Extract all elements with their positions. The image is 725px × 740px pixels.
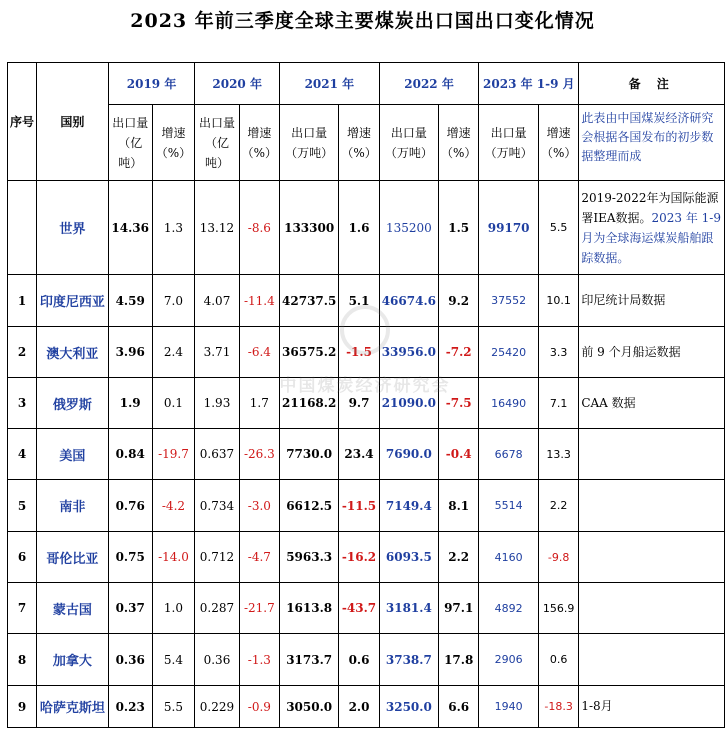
table-row bbox=[8, 275, 725, 327]
country-name: 南非 bbox=[37, 480, 109, 532]
header-row-units bbox=[8, 105, 725, 181]
export-volume-cell: 0.637 bbox=[195, 429, 239, 480]
table-row bbox=[8, 634, 725, 686]
growth-rate-cell: -26.3 bbox=[239, 429, 279, 480]
row-seq: 4 bbox=[8, 429, 37, 480]
volume-unit-header: 出口量（亿吨） bbox=[108, 105, 152, 181]
export-volume-cell: 0.287 bbox=[195, 583, 239, 634]
export-volume-cell: 6093.5 bbox=[379, 532, 438, 583]
growth-rate-cell: -7.5 bbox=[438, 378, 478, 429]
export-volume-cell: 6678 bbox=[479, 429, 539, 480]
growth-rate-cell: 5.5 bbox=[152, 686, 195, 728]
growth-unit-header: 增速（%） bbox=[239, 105, 279, 181]
table-row bbox=[8, 181, 725, 275]
growth-rate-cell: -43.7 bbox=[339, 583, 379, 634]
growth-rate-cell: -0.4 bbox=[438, 429, 478, 480]
growth-rate-cell: 7.0 bbox=[152, 275, 195, 327]
export-volume-cell: 4892 bbox=[479, 583, 539, 634]
table-row bbox=[8, 686, 725, 728]
row-seq bbox=[8, 181, 37, 275]
growth-rate-cell: 0.1 bbox=[152, 378, 195, 429]
growth-rate-cell: 0.6 bbox=[339, 634, 379, 686]
country-name: 蒙古国 bbox=[37, 583, 109, 634]
row-seq: 5 bbox=[8, 480, 37, 532]
growth-rate-cell: 2.2 bbox=[538, 480, 578, 532]
growth-rate-cell: 1.0 bbox=[152, 583, 195, 634]
growth-unit-header: 增速（%） bbox=[339, 105, 379, 181]
growth-rate-cell: 2.4 bbox=[152, 327, 195, 378]
volume-unit-header: 出口量（万吨） bbox=[379, 105, 438, 181]
growth-rate-cell: -11.5 bbox=[339, 480, 379, 532]
growth-rate-cell: 5.4 bbox=[152, 634, 195, 686]
export-volume-cell: 3.71 bbox=[195, 327, 239, 378]
table-row bbox=[8, 532, 725, 583]
row-seq: 3 bbox=[8, 378, 37, 429]
growth-rate-cell: -4.7 bbox=[239, 532, 279, 583]
remark-cell bbox=[579, 634, 725, 686]
year-header: 2020 年 bbox=[195, 63, 280, 105]
export-volume-cell: 14.36 bbox=[108, 181, 152, 275]
growth-rate-cell: -1.5 bbox=[339, 327, 379, 378]
volume-unit-header: 出口量（亿吨） bbox=[195, 105, 239, 181]
remark-cell: 前 9 个月船运数据 bbox=[579, 327, 725, 378]
export-volume-cell: 4160 bbox=[479, 532, 539, 583]
row-seq: 6 bbox=[8, 532, 37, 583]
export-volume-cell: 0.75 bbox=[108, 532, 152, 583]
growth-rate-cell: -4.2 bbox=[152, 480, 195, 532]
export-volume-cell: 0.23 bbox=[108, 686, 152, 728]
country-name: 印度尼西亚 bbox=[37, 275, 109, 327]
export-volume-cell: 99170 bbox=[479, 181, 539, 275]
growth-rate-cell: 1.5 bbox=[438, 181, 478, 275]
remark-cell bbox=[579, 181, 725, 275]
volume-unit-header: 出口量（万吨） bbox=[280, 105, 339, 181]
growth-rate-cell: 10.1 bbox=[538, 275, 578, 327]
export-volume-cell: 7149.4 bbox=[379, 480, 438, 532]
export-volume-cell: 37552 bbox=[479, 275, 539, 327]
year-header: 2022 年 bbox=[379, 63, 479, 105]
row-seq: 9 bbox=[8, 686, 37, 728]
growth-rate-cell: -0.9 bbox=[239, 686, 279, 728]
remarks-header: 备 注 bbox=[579, 63, 725, 105]
export-volume-cell: 33956.0 bbox=[379, 327, 438, 378]
remark-cell bbox=[579, 532, 725, 583]
export-volume-cell: 0.36 bbox=[195, 634, 239, 686]
growth-rate-cell: -14.0 bbox=[152, 532, 195, 583]
export-volume-cell: 0.734 bbox=[195, 480, 239, 532]
export-volume-cell: 1613.8 bbox=[280, 583, 339, 634]
growth-rate-cell: 7.1 bbox=[538, 378, 578, 429]
growth-rate-cell: 2.0 bbox=[339, 686, 379, 728]
growth-rate-cell: -21.7 bbox=[239, 583, 279, 634]
export-volume-cell: 3738.7 bbox=[379, 634, 438, 686]
export-volume-cell: 0.712 bbox=[195, 532, 239, 583]
export-volume-cell: 4.07 bbox=[195, 275, 239, 327]
volume-unit-header: 出口量（万吨） bbox=[479, 105, 539, 181]
export-volume-cell: 0.37 bbox=[108, 583, 152, 634]
table-row bbox=[8, 378, 725, 429]
table-row bbox=[8, 429, 725, 480]
export-volume-cell: 36575.2 bbox=[280, 327, 339, 378]
growth-rate-cell: 9.2 bbox=[438, 275, 478, 327]
header-row-years bbox=[8, 63, 725, 105]
export-volume-cell: 6612.5 bbox=[280, 480, 339, 532]
growth-rate-cell: 17.8 bbox=[438, 634, 478, 686]
export-volume-cell: 0.36 bbox=[108, 634, 152, 686]
export-volume-cell: 3250.0 bbox=[379, 686, 438, 728]
export-volume-cell: 2906 bbox=[479, 634, 539, 686]
country-name: 哈萨克斯坦 bbox=[37, 686, 109, 728]
row-seq: 7 bbox=[8, 583, 37, 634]
export-volume-cell: 135200 bbox=[379, 181, 438, 275]
growth-unit-header: 增速（%） bbox=[152, 105, 195, 181]
remark-text: 2023 年 1-9 月为全球海运煤炭船舶跟踪数据。 bbox=[581, 210, 721, 265]
export-volume-cell: 0.84 bbox=[108, 429, 152, 480]
growth-rate-cell: 97.1 bbox=[438, 583, 478, 634]
growth-unit-header: 增速（%） bbox=[538, 105, 578, 181]
export-volume-cell: 1.9 bbox=[108, 378, 152, 429]
growth-rate-cell: -16.2 bbox=[339, 532, 379, 583]
growth-rate-cell: 2.2 bbox=[438, 532, 478, 583]
export-volume-cell: 5514 bbox=[479, 480, 539, 532]
export-volume-cell: 3173.7 bbox=[280, 634, 339, 686]
growth-rate-cell: 0.6 bbox=[538, 634, 578, 686]
growth-rate-cell: -11.4 bbox=[239, 275, 279, 327]
export-volume-cell: 5963.3 bbox=[280, 532, 339, 583]
year-header: 2021 年 bbox=[280, 63, 380, 105]
row-seq: 2 bbox=[8, 327, 37, 378]
growth-rate-cell: 13.3 bbox=[538, 429, 578, 480]
country-name: 加拿大 bbox=[37, 634, 109, 686]
export-volume-cell: 0.76 bbox=[108, 480, 152, 532]
growth-rate-cell: 3.3 bbox=[538, 327, 578, 378]
growth-rate-cell: -8.6 bbox=[239, 181, 279, 275]
remark-cell bbox=[579, 429, 725, 480]
export-volume-cell: 4.59 bbox=[108, 275, 152, 327]
growth-rate-cell: -6.4 bbox=[239, 327, 279, 378]
export-volume-cell: 133300 bbox=[280, 181, 339, 275]
growth-rate-cell: -19.7 bbox=[152, 429, 195, 480]
growth-rate-cell: 8.1 bbox=[438, 480, 478, 532]
export-volume-cell: 25420 bbox=[479, 327, 539, 378]
growth-rate-cell: 1.6 bbox=[339, 181, 379, 275]
export-volume-cell: 3050.0 bbox=[280, 686, 339, 728]
watermark-text: 中国煤炭经济研究会 bbox=[279, 376, 451, 396]
country-name: 俄罗斯 bbox=[37, 378, 109, 429]
remark-text: 2019-2022年为国际能源署IEA数据。 bbox=[581, 190, 719, 225]
coal-export-table bbox=[7, 62, 725, 728]
growth-rate-cell: 5.5 bbox=[538, 181, 578, 275]
growth-rate-cell: -3.0 bbox=[239, 480, 279, 532]
export-volume-cell: 0.229 bbox=[195, 686, 239, 728]
export-volume-cell: 16490 bbox=[479, 378, 539, 429]
page-title: 2023 年前三季度全球主要煤炭出口国出口变化情况 bbox=[130, 10, 595, 32]
row-seq: 1 bbox=[8, 275, 37, 327]
export-volume-cell: 3181.4 bbox=[379, 583, 438, 634]
source-note: 此表由中国煤炭经济研究会根据各国发布的初步数据整理而成 bbox=[579, 105, 725, 181]
remark-cell: 印尼统计局数据 bbox=[579, 275, 725, 327]
country-header: 国别 bbox=[37, 63, 109, 181]
table-row bbox=[8, 480, 725, 532]
growth-rate-cell: 23.4 bbox=[339, 429, 379, 480]
table-row bbox=[8, 583, 725, 634]
export-volume-cell: 1940 bbox=[479, 686, 539, 728]
year-header: 2019 年 bbox=[108, 63, 195, 105]
export-volume-cell: 21168.2 bbox=[280, 378, 339, 429]
export-volume-cell: 7690.0 bbox=[379, 429, 438, 480]
remark-cell: CAA 数据 bbox=[579, 378, 725, 429]
seq-header: 序号 bbox=[8, 63, 37, 181]
growth-rate-cell: -18.3 bbox=[538, 686, 578, 728]
growth-unit-header: 增速（%） bbox=[438, 105, 478, 181]
table-row bbox=[8, 327, 725, 378]
growth-rate-cell: -1.3 bbox=[239, 634, 279, 686]
row-seq: 8 bbox=[8, 634, 37, 686]
export-volume-cell: 7730.0 bbox=[280, 429, 339, 480]
year-header: 2023 年 1-9 月 bbox=[479, 63, 579, 105]
export-volume-cell: 3.96 bbox=[108, 327, 152, 378]
export-volume-cell: 46674.6 bbox=[379, 275, 438, 327]
growth-rate-cell: 1.7 bbox=[239, 378, 279, 429]
growth-rate-cell: 156.9 bbox=[538, 583, 578, 634]
growth-rate-cell: -7.2 bbox=[438, 327, 478, 378]
export-volume-cell: 1.93 bbox=[195, 378, 239, 429]
country-name: 澳大利亚 bbox=[37, 327, 109, 378]
export-volume-cell: 13.12 bbox=[195, 181, 239, 275]
growth-rate-cell: 5.1 bbox=[339, 275, 379, 327]
country-name: 哥伦比亚 bbox=[37, 532, 109, 583]
growth-rate-cell: 6.6 bbox=[438, 686, 478, 728]
export-volume-cell: 21090.0 bbox=[379, 378, 438, 429]
remark-cell bbox=[579, 480, 725, 532]
growth-rate-cell: 1.3 bbox=[152, 181, 195, 275]
export-volume-cell: 42737.5 bbox=[280, 275, 339, 327]
growth-rate-cell: 9.7 bbox=[339, 378, 379, 429]
remark-cell bbox=[579, 583, 725, 634]
growth-rate-cell: -9.8 bbox=[538, 532, 578, 583]
remark-cell: 1-8月 bbox=[579, 686, 725, 728]
country-name: 世界 bbox=[37, 181, 109, 275]
country-name: 美国 bbox=[37, 429, 109, 480]
